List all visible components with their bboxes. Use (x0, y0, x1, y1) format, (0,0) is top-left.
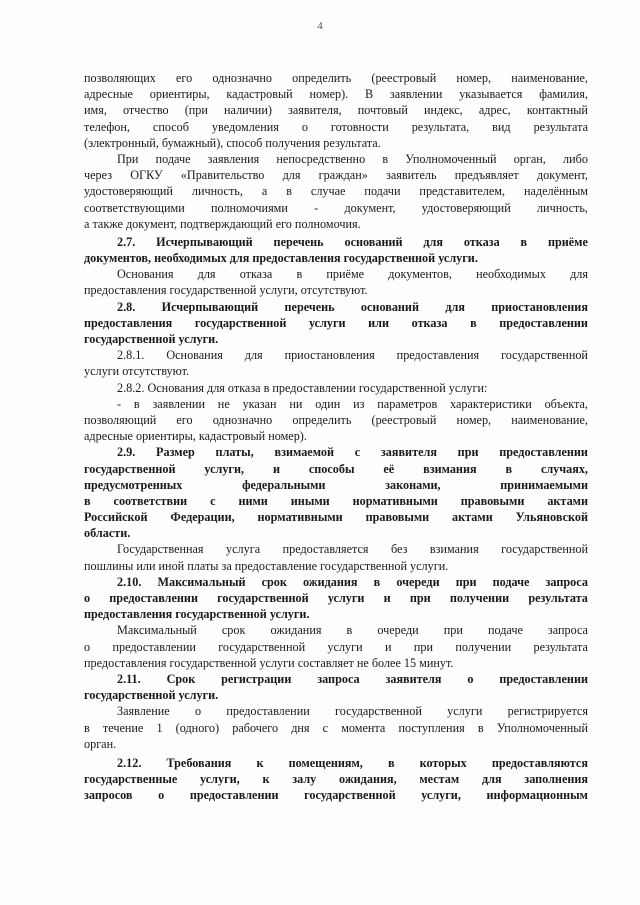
heading-line: документов, необходимых для предоставления государственной услуги. (84, 251, 478, 266)
text-line: (электронный, бумажный), способ получения результата. (84, 135, 381, 150)
heading-line: государственной услуги. (84, 332, 219, 346)
heading-line: 2.7. Исчерпывающий перечень оснований для отказа в приёме (117, 234, 588, 249)
text-line: удостоверяющий личность, а в случае подачи представителем, наделённым (84, 184, 588, 199)
heading-line: предоставления государственной услуги. (84, 607, 310, 622)
text-line: Основания для отказа в приёме документов, необходимых для (117, 267, 588, 282)
heading-line: Российской Федерации, нормативными правовыми актами Ульяновской (84, 510, 588, 525)
text-line: через ОГКУ «Правительство для граждан» заявитель предъявляет документ, (84, 168, 588, 183)
heading-line: 2.9. Размер платы, взимаемой с заявителя при предоставлении (117, 445, 588, 460)
heading-line: государственной услуги. (84, 688, 219, 703)
text-line: предоставления государственной услуги составляет не более 15 минут. (84, 655, 454, 670)
heading-line: предусмотренных федеральными законами, принимаемыми (84, 477, 588, 492)
text-line: При подаче заявления непосредственно в Уполномоченный орган, либо (117, 151, 588, 166)
text-line: Заявление о предоставлении государственной услуги регистрируется (117, 704, 588, 719)
text-line: о предоставлении государственной услуги и при получении результата (84, 639, 588, 654)
heading-line: государственной услуги, и способы её взимания в случаях, (84, 461, 588, 476)
document-body (84, 70, 588, 803)
heading-line: предоставления государственной услуги или отказа в предоставлении (84, 315, 588, 330)
heading-line: области. (84, 526, 131, 541)
text-line: а также документ, подтверждающий его полномочия. (84, 216, 361, 231)
heading-line: запросов о предоставлении государственной услуги, информационным (84, 788, 588, 803)
text-line: пошлины или иной платы за предоставление государственной услуги. (84, 558, 449, 573)
heading-line: в соответствии с ними иными нормативными правовыми актами (84, 493, 588, 508)
text-line: Государственная услуга предоставляется без взимания государственной (117, 542, 588, 557)
heading-line: государственные услуги, к залу ожидания, местам для заполнения (84, 772, 588, 787)
heading-line: 2.8. Исчерпывающий перечень оснований для приостановления (117, 299, 588, 314)
page-number: 4 (317, 20, 323, 32)
text-line: имя, отчество (при наличии) заявителя, почтовый индекс, адрес, контактный (84, 103, 588, 118)
text-line: орган. (84, 736, 117, 751)
heading-line: 2.10. Максимальный срок ожидания в очереди при подаче запроса (117, 574, 588, 589)
text-line: - в заявлении не указан ни один из параметров характеристики объекта, (117, 396, 588, 411)
text-line: предоставления государственной услуги, отсутствуют. (84, 283, 368, 298)
text-line: Максимальный срок ожидания в очереди при подаче запроса (117, 623, 588, 638)
text-line: телефон, способ уведомления о готовности результата, вид результата (84, 119, 588, 134)
heading-line: о предоставлении государственной услуги и при получении результата (84, 591, 588, 605)
text-line: позволяющих его однозначно определить (реестровый номер, наименование, (84, 71, 588, 85)
text-line: 2.8.2. Основания для отказа в предоставлении государственной услуги: (117, 380, 488, 395)
text-line: адресные ориентиры, кадастровый номер). В заявлении указывается фамилия, (84, 87, 588, 102)
text-line: соответствующими полномочиями - документ, удостоверяющий личность, (84, 200, 588, 215)
heading-line: 2.12. Требования к помещениям, в которых предоставляются (117, 755, 588, 770)
text-line: в течение 1 (одного) рабочего дня с момента поступления в Уполномоченный (84, 720, 588, 735)
text-line: позволяющий его однозначно определить (реестровый номер, наименование, (84, 412, 588, 427)
text-line: услуги отсутствуют. (84, 364, 190, 379)
text-line: 2.8.1. Основания для приостановления предоставления государственной (117, 348, 588, 363)
text-line: адресные ориентиры, кадастровый номер). (84, 429, 307, 444)
heading-line: 2.11. Срок регистрации запроса заявителя о предоставлении (117, 671, 588, 686)
